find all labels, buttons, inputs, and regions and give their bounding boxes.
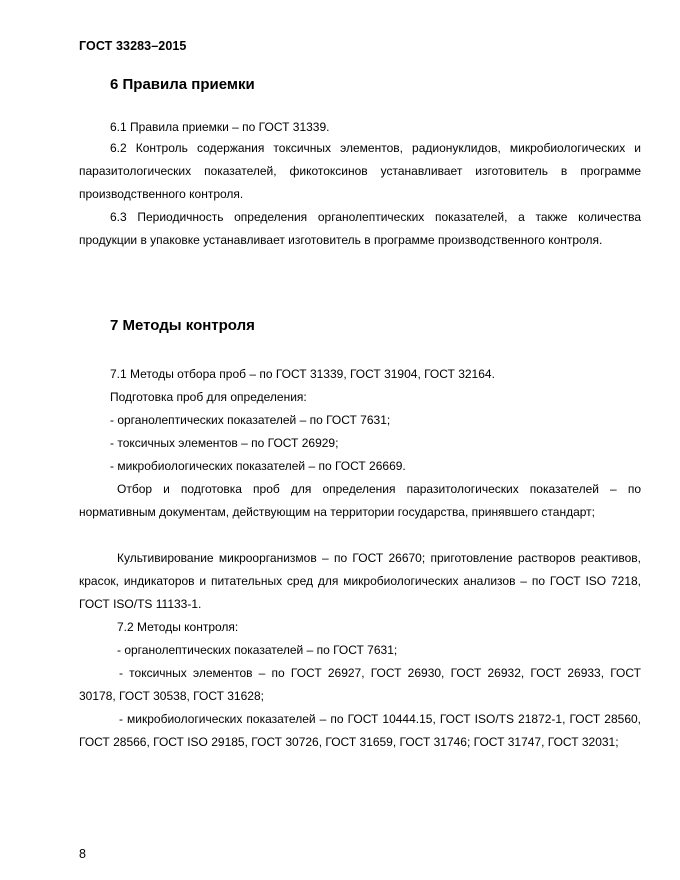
sample-prep-intro: Подготовка проб для определения: xyxy=(110,390,307,404)
page-number: 8 xyxy=(79,847,86,861)
sample-prep-item: - токсичных элементов – по ГОСТ 26929; xyxy=(110,436,339,450)
section-6-title: 6 Правила приемки xyxy=(110,76,255,93)
sample-prep-item: - органолептических показателей – по ГОСТ 7631; xyxy=(110,413,391,427)
control-method-item: - токсичных элементов – по ГОСТ 26927, ГОСТ 26930, ГОСТ 26932, ГОСТ 26933, ГОСТ 30178, ГОСТ 30538, ГОСТ 31628; xyxy=(79,666,641,703)
cultivation-paragraph: Культивирование микроорганизмов – по ГОСТ 26670; приготовление растворов реактивов, красок, индикаторов и питательных сред для микробиологических анализов – по ГОСТ ISO 7218, ГОСТ ISO/TS 11133-1. xyxy=(79,551,641,611)
clause-6-2: 6.2 Контроль содержания токсичных элементов, радионуклидов, микробиологических и паразитологических показателей, фикотоксинов устанавливает изготовитель в программе производственного контроля. xyxy=(79,141,641,201)
section-7-title: 7 Методы контроля xyxy=(110,317,255,334)
control-method-item: - органолептических показателей – по ГОСТ 7631; xyxy=(117,643,398,657)
document-header: ГОСТ 33283–2015 xyxy=(79,39,187,53)
clause-6-3: 6.3 Периодичность определения органолептических показателей, а также количества продукции в упаковке устанавливает изготовитель в программе производственного контроля. xyxy=(79,210,641,247)
sample-prep-item: - микробиологических показателей – по ГОСТ 26669. xyxy=(110,459,406,473)
clause-6-1: 6.1 Правила приемки – по ГОСТ 31339. xyxy=(110,120,330,134)
clause-7-2: 7.2 Методы контроля: xyxy=(117,620,239,634)
clause-7-1: 7.1 Методы отбора проб – по ГОСТ 31339, ГОСТ 31904, ГОСТ 32164. xyxy=(110,367,495,381)
control-method-item: - микробиологических показателей – по ГОСТ 10444.15, ГОСТ ISO/TS 21872-1, ГОСТ 28560, ГОСТ 28566, ГОСТ ISO 29185, ГОСТ 30726, ГОСТ 31659, ГОСТ 31746; ГОСТ 31747, ГОСТ 32031; xyxy=(79,712,641,749)
parasitology-sampling-paragraph: Отбор и подготовка проб для определения паразитологических показателей – по нормативным документам, действующим на территории государства, принявшего стандарт; xyxy=(79,482,641,519)
